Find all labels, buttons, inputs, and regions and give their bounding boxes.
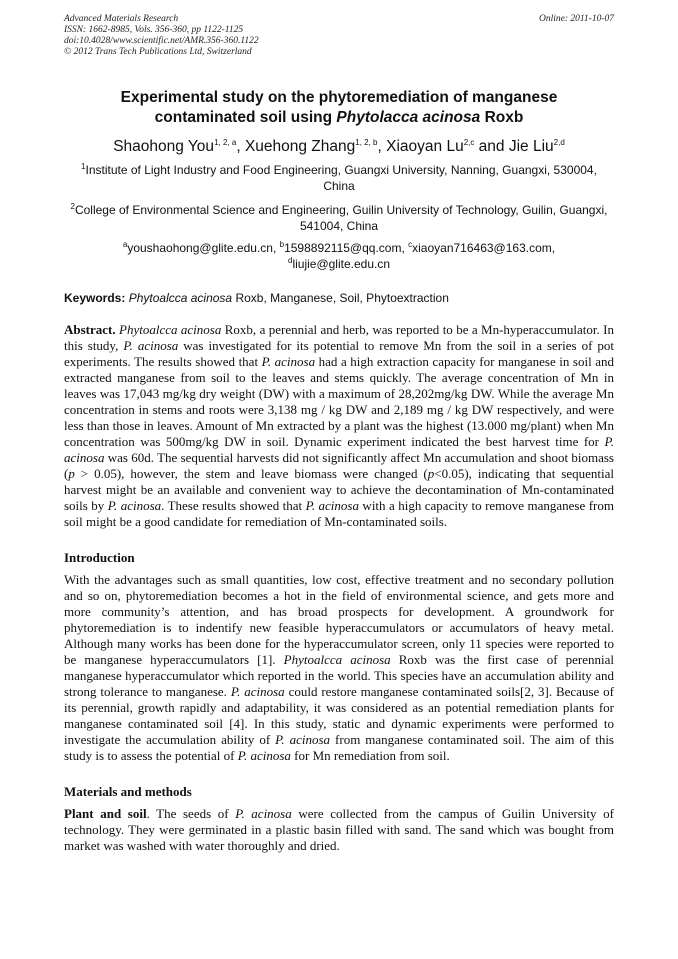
affiliation-number: 2 bbox=[70, 202, 75, 211]
species-name: P. acinosa bbox=[107, 498, 162, 513]
author-separator: and bbox=[474, 138, 509, 155]
author-affiliation-mark: 2,d bbox=[553, 137, 565, 147]
p-value-symbol: p bbox=[427, 466, 435, 481]
journal-name: Advanced Materials Research bbox=[64, 14, 179, 24]
author-affiliation-mark: 1, 2, b bbox=[355, 137, 378, 147]
title-line-2 bbox=[64, 108, 614, 128]
online-date: Online: 2011-10-07 bbox=[538, 14, 614, 24]
affiliation-1 bbox=[64, 162, 614, 194]
species-name: P. acinosa bbox=[261, 354, 316, 369]
title-line-2-suffix: Roxb bbox=[480, 109, 524, 126]
author-name: Shaohong You bbox=[113, 138, 215, 155]
abstract-label: Abstract. bbox=[64, 322, 116, 337]
affiliation-text: Institute of Light Industry and Food Engineering, Guangxi University, Nanning, Guangxi, 530004, China bbox=[85, 163, 597, 193]
author-name: Jie Liu bbox=[508, 138, 554, 155]
affiliation-text: College of Environmental Science and Engineering, Guilin University of Technology, Guilin, Guangxi, 541004, China bbox=[74, 203, 608, 233]
journal-doi: doi:10.4028/www.scientific.net/AMR.356-360.1122 bbox=[64, 36, 259, 46]
species-name: Phytoalcca acinosa bbox=[283, 652, 391, 667]
species-name: P. acinosa bbox=[305, 498, 359, 513]
author-separator: , bbox=[236, 138, 245, 155]
abstract-text: > 0.05), however, the stem and leave biomass were changed ( bbox=[74, 466, 428, 481]
affiliation-2 bbox=[64, 202, 614, 234]
species-name: Phytoalcca acinosa bbox=[119, 322, 222, 337]
species-name: P. acinosa bbox=[237, 748, 291, 763]
email-address: youshaohong@glite.edu.cn bbox=[127, 241, 273, 255]
author-name: Xiaoyan Lu bbox=[386, 138, 464, 155]
journal-copyright: © 2012 Trans Tech Publications Ltd, Switzerland bbox=[64, 47, 252, 57]
email-mark: d bbox=[287, 256, 293, 265]
author-affiliation-mark: 1, 2, a bbox=[214, 137, 237, 147]
paragraph-text: for Mn remediation from soil. bbox=[290, 748, 450, 763]
species-name: P. acinosa bbox=[64, 434, 614, 465]
p-value-symbol: p bbox=[68, 466, 75, 481]
keywords-label: Keywords: bbox=[64, 291, 126, 305]
paper-page bbox=[64, 14, 614, 854]
paragraph-text: were collected from the campus of Guilin University of technology. They were germinated in a plastic basin filled with sand. The sand which was bought from market was washed with water thoroughly and dried. bbox=[64, 806, 614, 853]
abstract-text: was 60d. The sequential harvests did not significantly affect Mn accumulation and shoot biomass ( bbox=[64, 450, 614, 481]
paragraph-text: With the advantages such as small quantities, low cost, effective treatment and no secondary pollution and so on, phytoremediation becomes a hot in the field of environmental science, and gets more and more community’s attention, and has broad prospects for development. A groundwork for phytoremediation is to indentify new feasible hyperaccumulators or accumulators of heavy metal. Although many works has been done for the hyperaccumulator screen, only 11 species were reported to be manganese hyperaccumulators [1]. bbox=[64, 572, 614, 667]
abstract bbox=[64, 322, 614, 530]
keywords-rest: Roxb, Manganese, Soil, Phytoextraction bbox=[232, 291, 449, 305]
paragraph-text: could restore manganese contaminated soils[2, 3]. Because of its perennial, growth rapidly and adaptability, it was considered as an potential remediation plants for manganese contaminated soil [4]. In this study, static and dynamic experiments were performed to investigate the accumulation ability of bbox=[64, 684, 615, 747]
keywords bbox=[64, 290, 614, 306]
section-heading-introduction: Introduction bbox=[64, 550, 135, 565]
species-name: P. acinosa bbox=[230, 684, 285, 699]
author-affiliation-mark: 2,c bbox=[463, 137, 475, 147]
paragraph-text: Roxb was the first case of perennial manganese hyperaccumulator which reported in the world. This species have an accumulation ability and strong tolerance to manganese. bbox=[64, 652, 614, 699]
author-separator: , bbox=[377, 138, 387, 155]
email-address: liujie@glite.edu.cn bbox=[292, 257, 391, 271]
abstract-text: with a high capacity to remove manganese from soil might be a good candidate for remediation of Mn-contaminated soils. bbox=[64, 498, 614, 529]
paper-title bbox=[64, 88, 614, 128]
email-mark: c bbox=[408, 240, 413, 249]
abstract-text: . These results showed that bbox=[161, 498, 306, 513]
run-in-heading: Plant and soil bbox=[64, 806, 147, 821]
paragraph-text: from manganese contaminated soil. The aim of this study is to assess the potential of bbox=[64, 732, 614, 763]
species-name: P. acinosa bbox=[123, 338, 179, 353]
title-line-1: Experimental study on the phytoremediation of manganese bbox=[120, 89, 558, 106]
abstract-text: Roxb, a perennial and herb, was reported to be a Mn-hyperaccumulator. In this study, bbox=[64, 322, 615, 353]
abstract-text: <0.05), indicating that sequential harvest might be an available and convenient way to achieve the decontamination of Mn-contaminated soils by bbox=[64, 466, 614, 513]
methods-paragraph bbox=[64, 806, 614, 854]
email-mark: b bbox=[279, 240, 285, 249]
keywords-species: Phytoalcca acinosa bbox=[128, 291, 233, 305]
journal-issn: ISSN: 1662-8985, Vols. 356-360, pp 1122-1125 bbox=[64, 25, 244, 35]
email-address: 1598892115@qq.com bbox=[284, 241, 402, 255]
paragraph-text: . The seeds of bbox=[146, 806, 236, 821]
section-heading-methods: Materials and methods bbox=[64, 784, 192, 799]
author-name: Xuehong Zhang bbox=[244, 138, 356, 155]
affiliation-number: 1 bbox=[81, 162, 86, 171]
email-address: xiaoyan716463@163.com bbox=[412, 241, 552, 255]
author-list bbox=[64, 137, 614, 157]
species-name: P. acinosa bbox=[235, 806, 292, 821]
species-name: P. acinosa bbox=[275, 732, 331, 747]
title-line-2-prefix: contaminated soil using bbox=[154, 109, 337, 126]
email-mark: a bbox=[122, 240, 128, 249]
abstract-text: had a high extraction capacity for manganese in soil and extracted manganese from soil to the leaves and stems quickly. The average concentration of Mn in leaves was 17,043 mg/kg dry weight (DW) with a maximum of 28,202mg/kg DW. While the average Mn concentration in stems and roots were 3,138 mg / kg DW and 2,189 mg / kg DW respectively, and were less than those in leaves. Amount of Mn extracted by a plant was the highest (13.000 mg/plant) when Mn concentration was 500mg/kg DW in soil. Dynamic experiment indicated the best harvest time for bbox=[64, 354, 614, 449]
abstract-text: was investigated for its potential to remove Mn from the soil in a series of pot experiments. The results showed that bbox=[64, 338, 614, 369]
introduction-paragraph bbox=[64, 572, 614, 764]
title-species: Phytolacca acinosa bbox=[336, 109, 481, 126]
author-emails: $^a$youshaohong@glite.edu.cn, $^b$1598892115@qq.com, $^c$xiaoyan716463@163.com, $^d$liujie@glite.edu.cn bbox=[122, 240, 556, 271]
